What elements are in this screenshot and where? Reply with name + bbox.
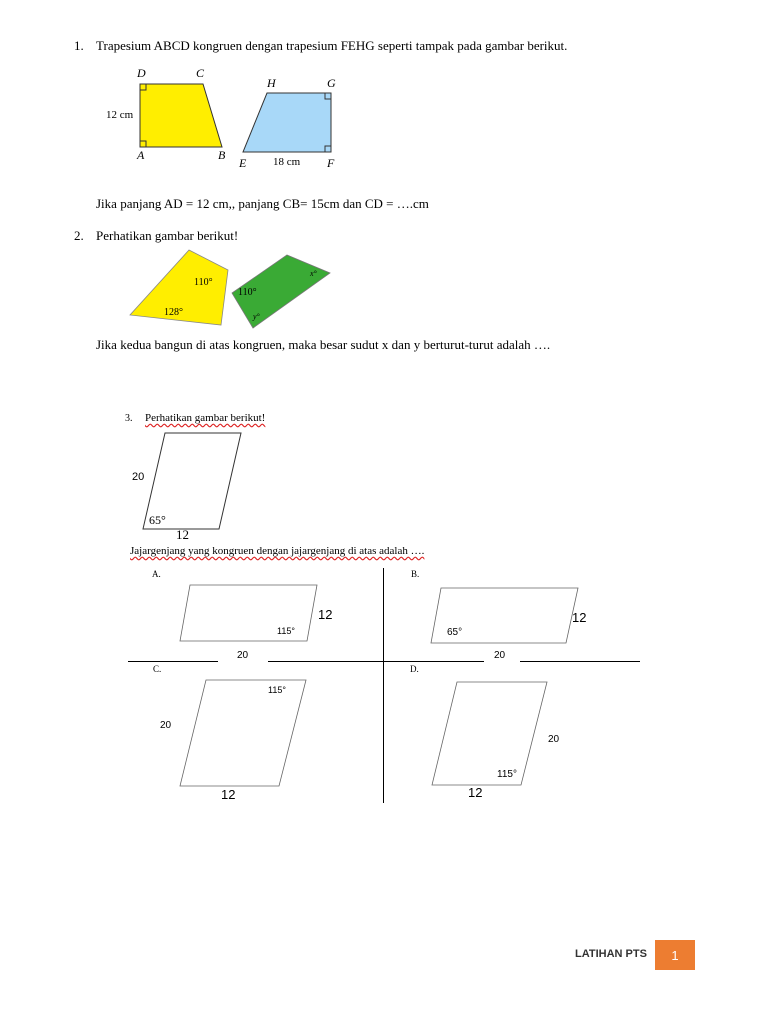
q1-text: Trapesium ABCD kongruen dengan trapesium FEHG seperti tampak pada gambar berikut.	[96, 38, 568, 53]
option-b-side: 12	[572, 610, 587, 625]
q2-angle-128: 128°	[164, 307, 183, 318]
label-c: C	[196, 66, 205, 80]
side-ad-label: 12 cm	[106, 109, 134, 121]
label-g: G	[327, 76, 336, 90]
option-b-base: 20	[494, 650, 506, 661]
option-a-base: 20	[237, 650, 249, 661]
q3-side-label: 20	[132, 471, 145, 483]
option-c-angle: 115°	[268, 685, 286, 695]
page-number-badge	[655, 940, 695, 970]
label-b: B	[218, 148, 226, 162]
page-number: 1	[671, 947, 679, 963]
q3-base-label: 12	[176, 527, 189, 542]
q1-question: Jika panjang AD = 12 cm,, panjang CB= 15cm dan CD = ….cm	[96, 196, 429, 211]
option-d-angle: 115°	[497, 769, 517, 780]
side-ef-label: 18 cm	[273, 156, 301, 168]
q2-text: Perhatikan gambar berikut!	[96, 228, 239, 243]
option-c-side: 20	[160, 720, 172, 731]
option-c-letter[interactable]: C.	[153, 664, 162, 674]
label-h: H	[267, 76, 276, 90]
q2-angle-y: y°	[253, 312, 260, 321]
q3-number: 3.	[125, 413, 133, 424]
q3-question: Jajargenjang yang kongruen dengan jajargenjang di atas adalah ….	[130, 545, 425, 557]
q2-angle-x: x°	[310, 269, 317, 278]
footer-label: LATIHAN PTS	[575, 948, 647, 960]
option-d-side: 20	[548, 734, 560, 745]
q2-question: Jika kedua bangun di atas kongruen, maka besar sudut x dan y berturut-turut adalah ….	[96, 337, 551, 352]
q3-angle-label: 65°	[149, 513, 166, 527]
label-a: A	[137, 148, 145, 162]
option-c-base: 12	[221, 787, 236, 802]
q1-number: 1.	[74, 38, 84, 53]
option-a-letter[interactable]: A.	[152, 569, 161, 579]
q2-angle-110-yellow: 110°	[194, 277, 213, 288]
q2-angle-110-green: 110°	[238, 287, 257, 298]
option-b-angle: 65°	[447, 627, 463, 638]
option-d-letter[interactable]: D.	[410, 664, 419, 674]
label-e: E	[239, 156, 247, 170]
q2-number: 2.	[74, 228, 84, 243]
option-b-letter[interactable]: B.	[411, 569, 420, 579]
q3-text: Perhatikan gambar berikut!	[145, 412, 266, 424]
option-d-base: 12	[468, 785, 483, 800]
option-a-side: 12	[318, 607, 333, 622]
label-d: D	[137, 66, 146, 80]
option-a-angle: 115°	[277, 626, 295, 636]
label-f: F	[327, 156, 335, 170]
